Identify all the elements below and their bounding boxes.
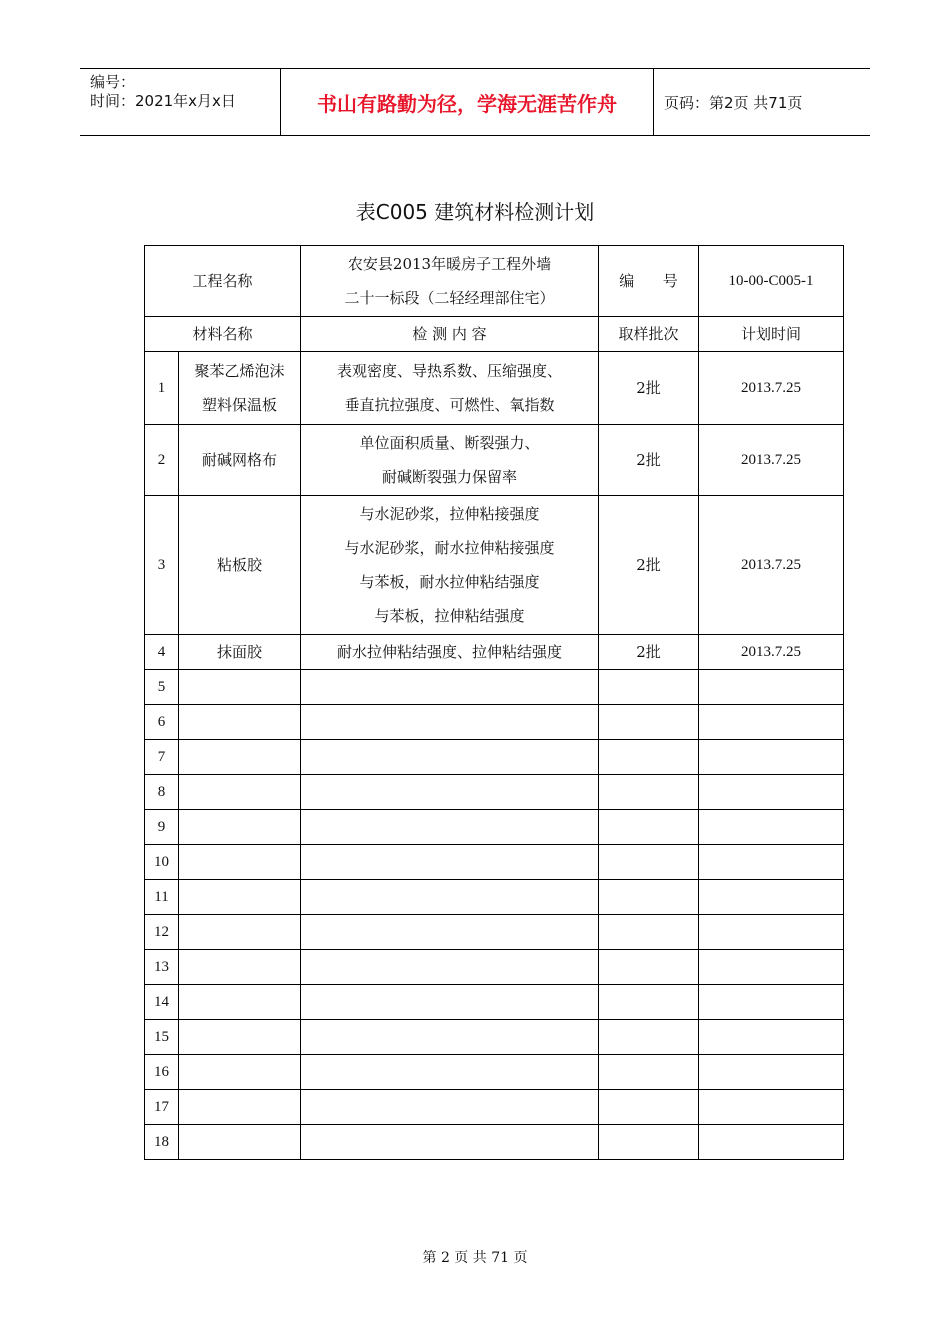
test-content [301, 845, 599, 880]
plan-date [699, 705, 844, 740]
table-row [145, 705, 844, 740]
test-content [301, 1125, 599, 1160]
material-name [179, 705, 301, 740]
sample-batch [599, 740, 699, 775]
plan-date [699, 740, 844, 775]
test-content [301, 352, 599, 425]
code-value: 10-00-C005-1 [699, 246, 844, 317]
material-name [179, 1090, 301, 1125]
row-number: 18 [145, 1125, 179, 1160]
test-content-line: 垂直抗拉强度、可燃性、氧指数 [344, 396, 555, 414]
sample-batch: 2批 [599, 425, 699, 496]
row-number: 12 [145, 915, 179, 950]
material-name [179, 880, 301, 915]
test-content [301, 1020, 599, 1055]
plan-date [699, 810, 844, 845]
table-row [145, 810, 844, 845]
empty-rows [145, 670, 844, 1160]
project-name-line-2: 二十一标段（二轻经理部住宅） [344, 289, 555, 307]
plan-date [699, 845, 844, 880]
test-content-line: 单位面积质量、断裂强力、 [359, 434, 540, 452]
column-header-material: 材料名称 [145, 317, 301, 352]
plan-date: 2013.7.25 [699, 496, 844, 635]
row-number: 15 [145, 1020, 179, 1055]
sample-batch [599, 670, 699, 705]
code-label: 编 号 [599, 246, 699, 317]
row-number: 4 [145, 635, 179, 670]
material-name [179, 1020, 301, 1055]
table-row [145, 740, 844, 775]
sample-batch [599, 1125, 699, 1160]
row-number: 16 [145, 1055, 179, 1090]
table-row [145, 1090, 844, 1125]
table-row [145, 845, 844, 880]
column-header-date: 计划时间 [699, 317, 844, 352]
plan-date [699, 950, 844, 985]
plan-date: 2013.7.25 [699, 635, 844, 670]
row-number: 9 [145, 810, 179, 845]
plan-date [699, 670, 844, 705]
project-name-line-1: 农安县2013年暖房子工程外墙 [347, 255, 552, 273]
document-title: 表C005 建筑材料检测计划 [355, 200, 595, 224]
material-name [179, 1055, 301, 1090]
test-content [301, 880, 599, 915]
column-header-row [145, 317, 844, 352]
sample-batch [599, 1090, 699, 1125]
test-content [301, 950, 599, 985]
test-content [301, 810, 599, 845]
plan-date [699, 775, 844, 810]
column-header-content: 检 测 内 容 [301, 317, 599, 352]
material-name-line: 塑料保温板 [202, 396, 278, 414]
test-content [301, 775, 599, 810]
row-number: 2 [145, 425, 179, 496]
test-content-line: 与苯板，耐水拉伸粘结强度 [359, 573, 540, 591]
row-number: 11 [145, 880, 179, 915]
test-content [301, 915, 599, 950]
table-row [145, 496, 844, 635]
test-content [301, 425, 599, 496]
header-time: 时间：2021年x月x日 [90, 92, 236, 110]
sample-batch [599, 1020, 699, 1055]
plan-date [699, 1020, 844, 1055]
test-content: 耐水拉伸粘结强度、拉伸粘结强度 [301, 635, 599, 670]
material-name [179, 1125, 301, 1160]
project-row [145, 246, 844, 317]
header-meta [80, 69, 281, 135]
project-label: 工程名称 [145, 246, 301, 317]
table-row [145, 775, 844, 810]
sample-batch [599, 845, 699, 880]
test-content [301, 496, 599, 635]
row-number: 13 [145, 950, 179, 985]
material-name [179, 352, 301, 425]
sample-batch: 2批 [599, 635, 699, 670]
plan-date [699, 1090, 844, 1125]
test-content-line: 表观密度、导热系数、压缩强度、 [337, 362, 563, 380]
row-number: 7 [145, 740, 179, 775]
material-name [179, 845, 301, 880]
test-content-line: 耐碱断裂强力保留率 [382, 468, 518, 486]
material-name [179, 950, 301, 985]
test-content [301, 705, 599, 740]
table-row [145, 425, 844, 496]
material-name [179, 985, 301, 1020]
table-row [145, 950, 844, 985]
page-footer: 第 2 页 共 71 页 [422, 1250, 528, 1266]
material-name: 耐碱网格布 [179, 425, 301, 496]
test-content [301, 740, 599, 775]
plan-date: 2013.7.25 [699, 352, 844, 425]
material-name [179, 740, 301, 775]
row-number: 14 [145, 985, 179, 1020]
test-content-line: 与水泥砂浆，耐水拉伸粘接强度 [344, 539, 555, 557]
table-row [145, 352, 844, 425]
table-row [145, 1125, 844, 1160]
row-number: 8 [145, 775, 179, 810]
row-number: 1 [145, 352, 179, 425]
table-row [145, 915, 844, 950]
sample-batch: 2批 [599, 352, 699, 425]
table-row [145, 1055, 844, 1090]
row-number: 10 [145, 845, 179, 880]
material-test-plan-table [144, 245, 844, 1160]
test-content-line: 与水泥砂浆，拉伸粘接强度 [359, 505, 540, 523]
sample-batch [599, 775, 699, 810]
sample-batch [599, 705, 699, 740]
test-content [301, 985, 599, 1020]
row-number: 17 [145, 1090, 179, 1125]
material-name [179, 775, 301, 810]
table-row [145, 880, 844, 915]
sample-batch [599, 1055, 699, 1090]
plan-date: 2013.7.25 [699, 425, 844, 496]
header-number: 编号： [90, 73, 136, 91]
material-name [179, 810, 301, 845]
material-name: 粘板胶 [179, 496, 301, 635]
material-name: 抹面胶 [179, 635, 301, 670]
test-content-line: 与苯板，拉伸粘结强度 [374, 607, 525, 625]
header-page-info: 页码：第2页 共71页 [664, 93, 803, 112]
plan-date [699, 985, 844, 1020]
page-header [80, 68, 870, 136]
sample-batch: 2批 [599, 496, 699, 635]
column-header-batch: 取样批次 [599, 317, 699, 352]
sample-batch [599, 810, 699, 845]
material-name-line: 聚苯乙烯泡沫 [194, 362, 285, 380]
table-row [145, 1020, 844, 1055]
row-number: 6 [145, 705, 179, 740]
material-name [179, 915, 301, 950]
row-number: 3 [145, 496, 179, 635]
sample-batch [599, 915, 699, 950]
test-content [301, 1090, 599, 1125]
table-row [145, 635, 844, 670]
sample-batch [599, 950, 699, 985]
project-name [301, 246, 599, 317]
plan-date [699, 880, 844, 915]
sample-batch [599, 880, 699, 915]
plan-date [699, 1055, 844, 1090]
table-row [145, 670, 844, 705]
material-name [179, 670, 301, 705]
plan-date [699, 915, 844, 950]
plan-date [699, 1125, 844, 1160]
header-motto: 书山有路勤为径，学海无涯苦作舟 [281, 69, 654, 135]
table-row [145, 985, 844, 1020]
test-content [301, 1055, 599, 1090]
test-content [301, 670, 599, 705]
row-number: 5 [145, 670, 179, 705]
sample-batch [599, 985, 699, 1020]
